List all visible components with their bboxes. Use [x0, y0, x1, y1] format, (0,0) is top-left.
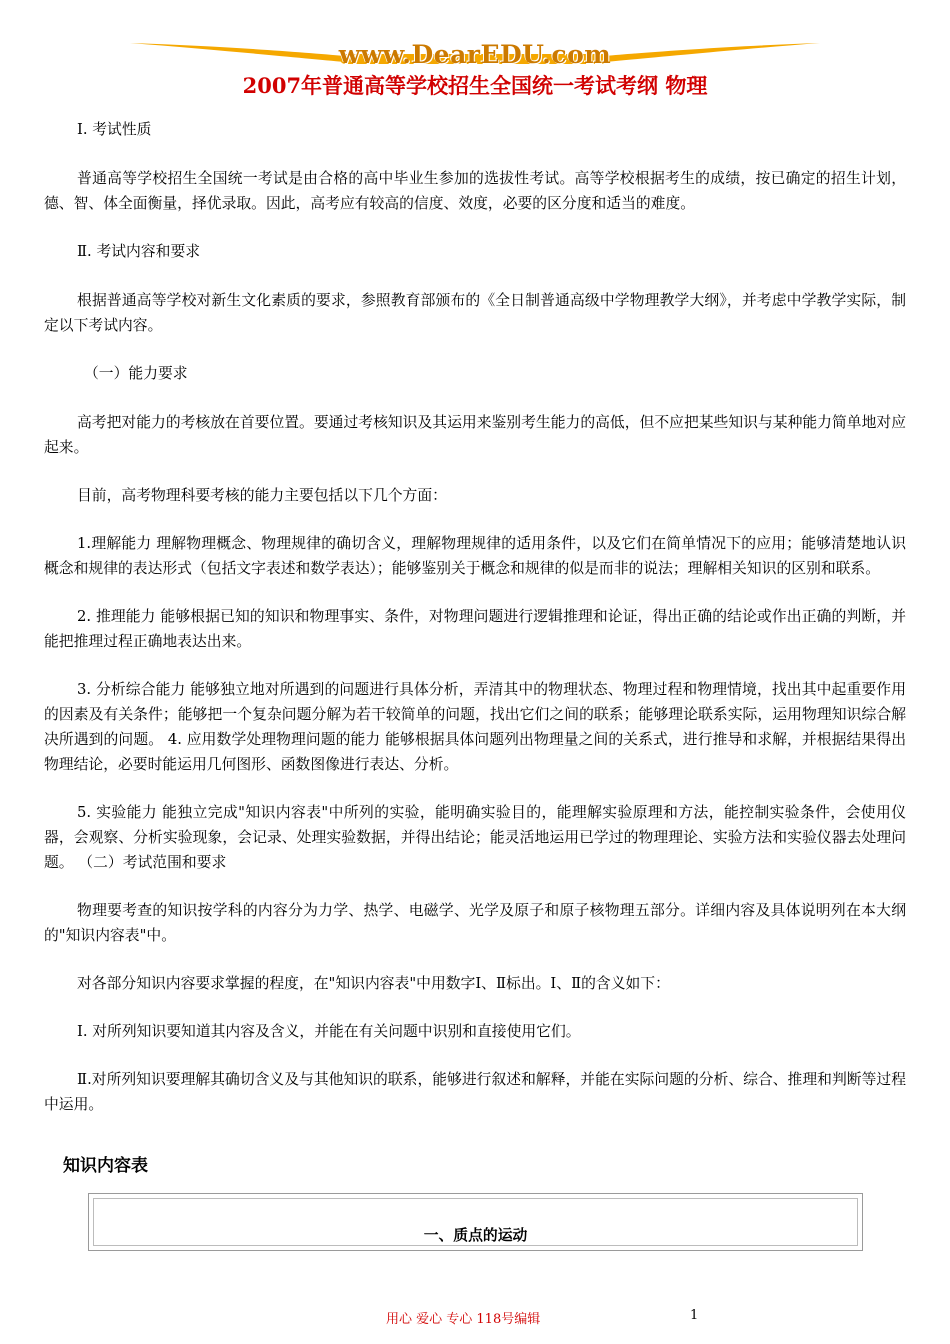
- knowledge-table-caption: 一、质点的运动: [423, 1227, 528, 1244]
- paragraph-mastery-levels: 对各部分知识内容要求掌握的程度，在"知识内容表"中用数字Ⅰ、Ⅱ标出。Ⅰ、Ⅱ的含义如下：: [77, 975, 670, 992]
- paragraph-knowledge-scope: 物理要考查的知识按学科的内容分为力学、热学、电磁学、光学及原子和原子核物理五部分。详细内容及具体说明列在本大纲的"知识内容表"中。: [44, 902, 906, 944]
- paragraph-exam-basis: 根据普通高等学校对新生文化素质的要求，参照教育部颁布的《全日制普通高级中学物理教学大纲》，并考虑中学教学实际，制定以下考试内容。: [44, 292, 906, 334]
- page-number: 1: [690, 1308, 699, 1323]
- document-title: 2007年普通高等学校招生全国统一考试考纲 物理: [242, 73, 708, 98]
- paragraph-ability-intro: 高考把对能力的考核放在首要位置。要通过考核知识及其运用来鉴别考生能力的高低，但不应把某些知识与某种能力简单地对应起来。: [44, 414, 906, 456]
- paragraph-ability-reasoning: 2. 推理能力 能够根据已知的知识和物理事实、条件，对物理问题进行逻辑推理和论证，得出正确的结论或作出正确的判断，并能把推理过程正确地表达出来。: [44, 608, 906, 650]
- paragraph-level-one: Ⅰ. 对所列知识要知道其内容及含义，并能在有关问题中识别和直接使用它们。: [77, 1023, 581, 1040]
- paragraph-exam-nature: 普通高等学校招生全国统一考试是由合格的高中毕业生参加的选拔性考试。高等学校根据考生的成绩，按已确定的招生计划，德、智、体全面衡量，择优录取。因此，高考应有较高的信度、效度，必要的区分度和适当的难度。: [44, 170, 906, 212]
- paragraph-ability-analysis: 3. 分析综合能力 能够独立地对所遇到的问题进行具体分析，弄清其中的物理状态、物理过程和物理情境，找出其中起重要作用的因素及有关条件；能够把一个复杂问题分解为若干较简单的问题，找出它们之间的联系；能够理论联系实际，运用物理知识综合解决所遇到的问题。 4. 应用数学处理物理问题的能力 能够根据具体问题列出物理量之间的关系式，进行推导和求解，并根据结果得出物理结论，必要时能运用几何图形、函数图像进行表达、分析。: [44, 681, 906, 773]
- paragraph-level-two: Ⅱ.对所列知识要理解其确切含义及与其他知识的联系，能够进行叙述和解释，并能在实际问题的分析、综合、推理和判断等过程中运用。: [44, 1071, 906, 1113]
- footer-text: 用心 爱心 专心 118号编辑: [386, 1312, 541, 1327]
- heading-ability-requirements: （一）能力要求: [84, 365, 188, 382]
- site-banner-text: www.DearEDU.com: [338, 40, 612, 69]
- section-title-knowledge-table: 知识内容表: [63, 1156, 148, 1176]
- knowledge-table: [88, 1193, 863, 1251]
- paragraph-ability-list-intro: 目前，高考物理科要考核的能力主要包括以下几个方面：: [77, 487, 447, 504]
- paragraph-ability-understanding: 1.理解能力 理解物理概念、物理规律的确切含义，理解物理规律的适用条件，以及它们在简单情况下的应用；能够清楚地认识概念和规律的表达形式（包括文字表述和数学表达）；能够鉴别关于概念和规律的似是而非的说法；理解相关知识的区别和联系。: [44, 535, 906, 577]
- document-body: [44, 117, 906, 1140]
- heading-exam-content: Ⅱ. 考试内容和要求: [77, 243, 201, 260]
- heading-exam-nature: Ⅰ. 考试性质: [77, 121, 152, 138]
- paragraph-ability-experiment: 5. 实验能力 能独立完成"知识内容表"中所列的实验，能明确实验目的，能理解实验原理和方法，能控制实验条件，会使用仪器，会观察、分析实验现象，会记录、处理实验数据，并得出结论；能灵活地运用已学过的物理理论、实验方法和实验仪器去处理问题。 （二）考试范围和要求: [44, 804, 906, 871]
